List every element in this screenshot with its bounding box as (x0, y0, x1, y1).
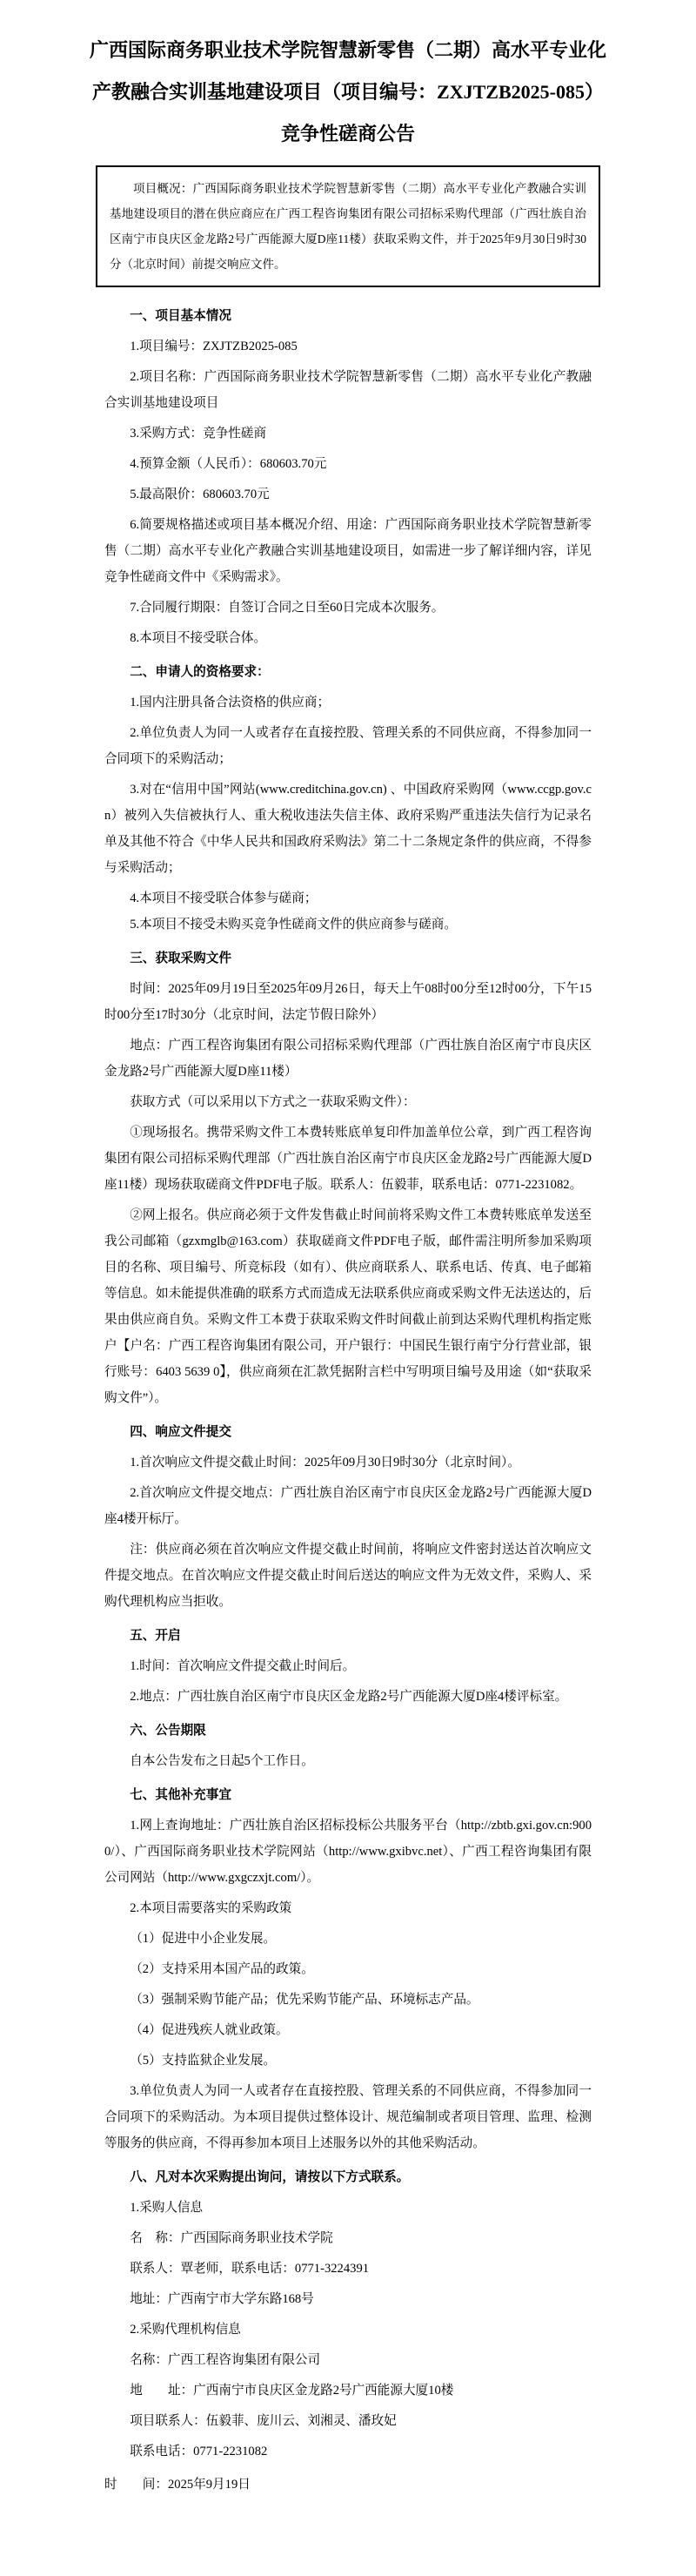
section-heading: 五、开启 (130, 1629, 181, 1643)
paragraph: 时间：2025年09月19日至2025年09月26日，每天上午08时00分至12时00分，下午15时00分至17时30分（北京时间，法定节假日除外） (104, 982, 592, 1022)
paragraph: 3.单位负责人为同一人或者存在直接控股、管理关系的不同供应商，不得参加同一合同项下的采购活动。为本项目提供过整体设计、规范编制或者项目管理、监理、检测等服务的供应商，不得再参加本项目上述服务以外的其他采购活动。 (104, 2084, 592, 2150)
paragraph: 地点：广西工程咨询集团有限公司招标采购代理部（广西壮族自治区南宁市良庆区金龙路2号广西能源大厦D座11楼） (104, 1039, 592, 1079)
paragraph: 2.项目名称：广西国际商务职业技术学院智慧新零售（二期）高水平专业化产教融合实训基地建设项目 (104, 370, 592, 410)
section-heading: 八、凡对本次采购提出询问，请按以下方式联系。 (130, 2170, 410, 2184)
paragraph: 6.简要规格描述或项目基本概况介绍、用途：广西国际商务职业技术学院智慧新零售（二期）高水平专业化产教融合实训基地建设项目，如需进一步了解详细内容，详见竞争性磋商文件中《采购需求》。 (104, 518, 592, 584)
paragraph: 2.首次响应文件提交地点：广西壮族自治区南宁市良庆区金龙路2号广西能源大厦D座4楼开标厅。 (104, 1486, 592, 1526)
project-overview-box (96, 165, 600, 287)
paragraph: ②网上报名。供应商必须于文件发售截止时间前将采购文件工本费转账底单发送至我公司邮箱（gzxmglb@163.com）获取磋商文件PDF电子版，邮件需注明所参加采购项目的名称、项目编号、所竞标段（如有）、供应商联系人、联系电话、传真、电子邮箱等信息。如未能提供准确的联系方式而造成无法联系供应商或采购文件无法送达的，后果由供应商自负。采购文件工本费于获取采购文件时间截止前到达采购代理机构指定账户【户名：广西工程咨询集团有限公司，开户银行：中国民生银行南宁分行营业部，银行账号：6403 5639 0】，供应商须在汇款凭据附言栏中写明项目编号及用途（如“获取采购文件”）。 (104, 1208, 592, 1405)
project-overview-text: 项目概况：广西国际商务职业技术学院智慧新零售（二期）高水平专业化产教融合实训基地建设项目的潜在供应商应在广西工程咨询集团有限公司招标采购代理部（广西壮族自治区南宁市良庆区金龙路2号广西能源大厦D座11楼）获取采购文件，并于2025年9月30日9时30分（北京时间）前提交响应文件。 (110, 182, 586, 271)
paragraph: 名 称：广西国际商务职业技术学院 (130, 2231, 333, 2245)
section-heading: 六、公告期限 (130, 1724, 206, 1738)
paragraph: 1.网上查询地址：广西壮族自治区招标投标公共服务平台（http://zbtb.gxi.gov.cn:9000/）、广西国际商务职业技术学院网站（http://www.gxibvc.net）、广西工程咨询集团有限公司网站（http://www.gxgczxjt.com/）。 (104, 1819, 592, 1885)
document-body (104, 303, 592, 2498)
paragraph: 2.地点：广西壮族自治区南宁市良庆区金龙路2号广西能源大厦D座4楼评标室。 (130, 1690, 568, 1704)
paragraph: 1.首次响应文件提交截止时间：2025年09月30日9时30分（北京时间）。 (130, 1456, 520, 1470)
paragraph: （3）强制采购节能产品；优先采购节能产品、环境标志产品。 (130, 1993, 479, 2007)
paragraph: ①现场报名。携带采购文件工本费转账底单复印件加盖单位公章，到广西工程咨询集团有限公司招标采购代理部（广西壮族自治区南宁市良庆区金龙路2号广西能源大厦D座11楼）现场获取磋商文件PDF电子版。联系人：伍毅菲，联系电话：0771-2231082。 (104, 1126, 592, 1192)
section-heading: 二、申请人的资格要求： (130, 665, 270, 679)
paragraph: 8.本项目不接受联合体。 (130, 631, 267, 645)
paragraph: 时 间：2025年9月19日 (104, 2478, 251, 2492)
paragraph: 联系电话：0771-2231082 (130, 2445, 268, 2458)
paragraph: （2）支持采用本国产品的政策。 (130, 1962, 314, 1976)
section-heading: 四、响应文件提交 (130, 1425, 231, 1439)
section-heading: 七、其他补充事宜 (130, 1788, 231, 1802)
paragraph: 5.本项目不接受未购买竞争性磋商文件的供应商参与磋商。 (130, 918, 457, 932)
paragraph: 2.单位负责人为同一人或者存在直接控股、管理关系的不同供应商，不得参加同一合同项下的采购活动； (104, 726, 592, 766)
paragraph: 联系人：覃老师，联系电话：0771-3224391 (130, 2262, 370, 2276)
paragraph: 7.合同履行期限：自签订合同之日至60日完成本次服务。 (130, 601, 445, 615)
section-heading: 三、获取采购文件 (130, 952, 231, 965)
paragraph: 2.采购代理机构信息 (130, 2323, 241, 2337)
section-heading: 一、项目基本情况 (130, 309, 231, 323)
paragraph: 2.本项目需要落实的采购政策 (130, 1901, 292, 1915)
paragraph: 1.时间：首次响应文件提交截止时间后。 (130, 1659, 356, 1673)
paragraph: 1.采购人信息 (130, 2201, 204, 2215)
paragraph: 项目联系人：伍毅菲、庞川云、刘湘灵、潘玫妃 (130, 2414, 397, 2428)
paragraph: 地 址：广西南宁市良庆区金龙路2号广西能源大厦10楼 (130, 2384, 454, 2398)
paragraph: （5）支持监狱企业发展。 (130, 2054, 277, 2068)
paragraph: 名称：广西工程咨询集团有限公司 (130, 2353, 321, 2367)
paragraph: 获取方式（可以采用以下方式之一获取采购文件）： (130, 1095, 416, 1109)
paragraph: 3.对在“信用中国”网站(www.creditchina.gov.cn) 、中国政府采购网（www.ccgp.gov.cn）被列入失信被执行人、重大税收违法失信主体、政府采购严重违法失信行为记录名单及其他不符合《中华人民共和国政府采购法》第二十二条规定条件的供应商，不得参与采购活动； (104, 783, 592, 875)
document-title: 广西国际商务职业技术学院智慧新零售（二期）高水平专业化产教融合实训基地建设项目（项目编号：ZXJTZB2025-085）竞争性磋商公告 (89, 39, 606, 145)
paragraph: 地址：广西南宁市大学东路168号 (130, 2292, 314, 2306)
paragraph: 5.最高限价：680603.70元 (130, 488, 270, 501)
paragraph: 1.国内注册具备合法资格的供应商； (130, 696, 331, 710)
paragraph: 自本公告发布之日起5个工作日。 (130, 1754, 314, 1768)
paragraph: 注：供应商必须在首次响应文件提交截止时间前，将响应文件密封送达首次响应文件提交地点。在首次响应文件提交截止时间后送达的响应文件为无效文件，采购人、采购代理机构应当拒收。 (104, 1543, 592, 1609)
paragraph: 4.本项目不接受联合体参与磋商； (130, 891, 318, 905)
paragraph: （4）促进残疾人就业政策。 (130, 2023, 289, 2037)
paragraph: 1.项目编号：ZXJTZB2025-085 (130, 340, 298, 353)
paragraph: 3.采购方式：竞争性磋商 (130, 427, 267, 441)
paragraph: 4.预算金额（人民币）：680603.70元 (130, 457, 327, 471)
paragraph: （1）促进中小企业发展。 (130, 1932, 277, 1946)
